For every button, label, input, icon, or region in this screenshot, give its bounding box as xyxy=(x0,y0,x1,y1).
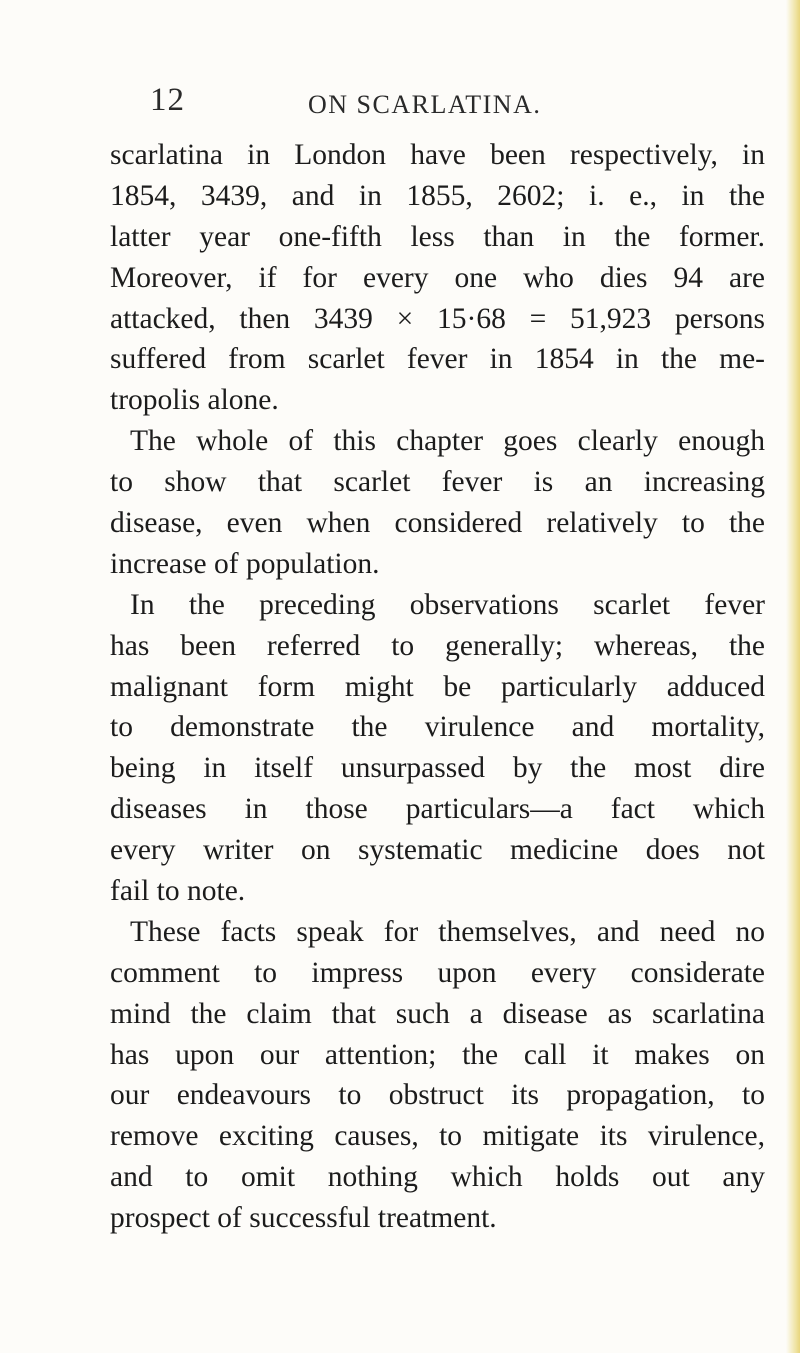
page-edge xyxy=(786,0,800,1353)
text-line: to show that scarlet fever is an increasing xyxy=(110,466,765,499)
text-line: has been referred to generally; whereas, the xyxy=(110,629,765,662)
text-line: our endeavours to obstruct its propagation, to xyxy=(110,1079,765,1112)
text-line: has upon our attention; the call it makes on xyxy=(110,1038,765,1071)
text-line: prospect of successful treatment. xyxy=(110,1202,497,1235)
text-line: The whole of this chapter goes clearly enough xyxy=(130,425,765,458)
running-head xyxy=(0,82,800,122)
text-line: diseases in those particulars—a fact which xyxy=(110,793,765,826)
text-line: increase of population. xyxy=(110,547,380,580)
text-line: In the preceding observations scarlet fever xyxy=(130,588,765,621)
text-line: disease, even when considered relatively to the xyxy=(110,507,765,540)
text-line: mind the claim that such a disease as scarlatina xyxy=(110,997,765,1030)
text-line: and to omit nothing which holds out any xyxy=(110,1161,765,1194)
text-line: comment to impress upon every considerate xyxy=(110,956,765,989)
text-line: being in itself unsurpassed by the most dire xyxy=(110,752,765,785)
text-line: latter year one-fifth less than in the former. xyxy=(110,220,765,253)
text-line: attacked, then 3439 × 15·68 = 51,923 persons xyxy=(110,302,765,335)
text-line: Moreover, if for every one who dies 94 are xyxy=(110,261,765,294)
body-text xyxy=(110,135,765,1239)
text-line: tropolis alone. xyxy=(110,384,279,417)
text-line: remove exciting causes, to mitigate its virulence, xyxy=(110,1120,765,1153)
text-line: 1854, 3439, and in 1855, 2602; i. e., in the xyxy=(110,179,765,212)
text-line: fail to note. xyxy=(110,875,246,908)
text-line: suffered from scarlet fever in 1854 in the me- xyxy=(110,343,765,376)
text-line: scarlatina in London have been respectively, in xyxy=(110,139,765,171)
text-line: every writer on systematic medicine does not xyxy=(110,834,765,867)
text-line: malignant form might be particularly adduced xyxy=(110,670,765,703)
running-title: ON SCARLATINA. xyxy=(308,90,542,119)
page-number: 12 xyxy=(150,82,185,118)
text-line: These facts speak for themselves, and need no xyxy=(130,915,765,948)
text-line: to demonstrate the virulence and mortality, xyxy=(110,711,765,744)
